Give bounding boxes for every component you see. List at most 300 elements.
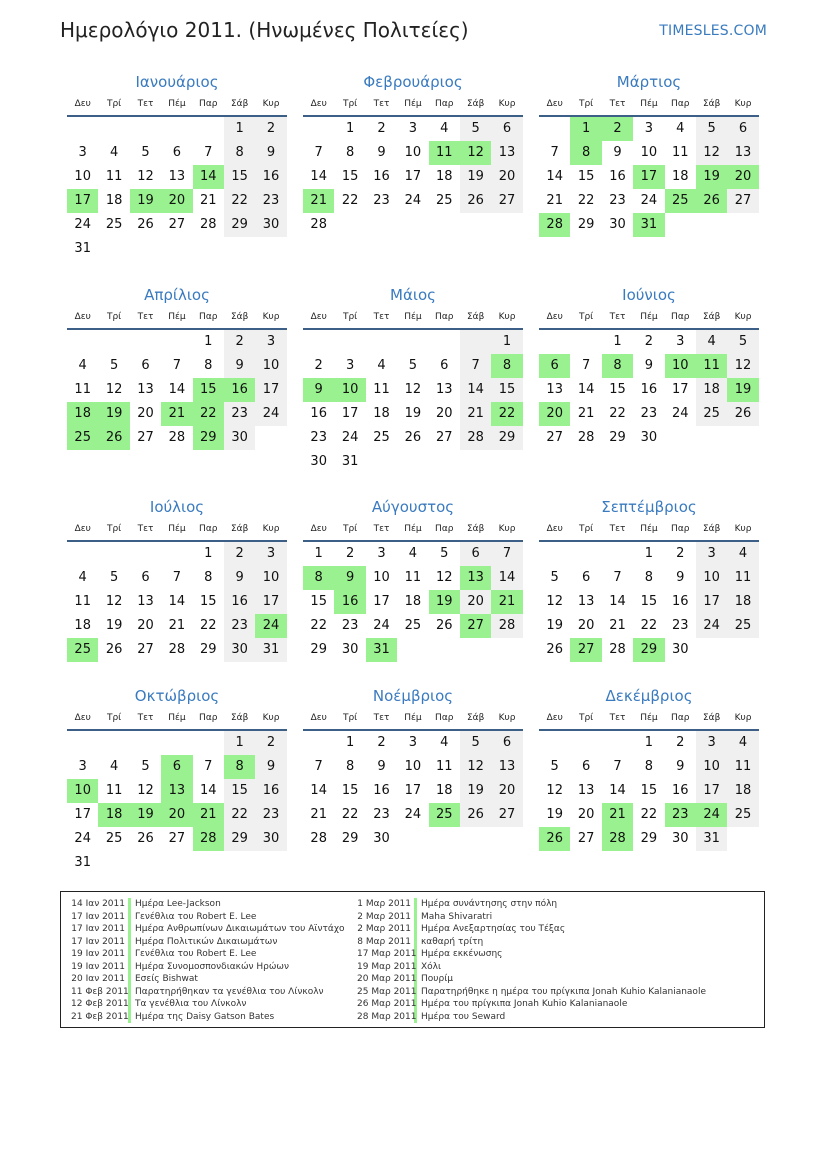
day-cell: 27 xyxy=(435,430,453,445)
day-cell: 4 xyxy=(78,358,87,373)
day-cell: 28 xyxy=(310,831,327,846)
day-grid xyxy=(303,731,523,851)
holiday-date: 19 Ιαν 2011 xyxy=(71,948,131,961)
day-cell: 4 xyxy=(440,121,449,136)
day-cell: 4 xyxy=(676,121,685,136)
day-cell: 29 xyxy=(491,426,522,450)
weekday-label: Πέμ xyxy=(640,713,658,723)
month-calendar xyxy=(303,284,523,474)
day-cell: 5 xyxy=(109,358,119,373)
day-cell: 20 xyxy=(491,165,522,189)
day-cell: 27 xyxy=(168,217,186,232)
day-grid xyxy=(539,542,759,662)
day-cell: 13 xyxy=(435,382,453,397)
holiday-day-cell: 14 xyxy=(193,165,224,189)
day-cell: 4 xyxy=(109,145,119,160)
weekday-header xyxy=(539,306,759,330)
weekday-label: Πέμ xyxy=(404,713,422,723)
day-cell: 22 xyxy=(577,193,595,208)
holiday-name: καθαρή τρίτη xyxy=(421,936,484,947)
day-cell: 4 xyxy=(408,546,417,561)
day-cell: 30 xyxy=(255,213,286,237)
day-cell: 1 xyxy=(224,117,255,141)
day-cell: 10 xyxy=(74,169,91,184)
day-cell: 21 xyxy=(168,618,186,633)
weekday-header xyxy=(539,93,759,117)
holiday-name: Ημέρα του πρίγκιπα Jonah Kuhio Kalanianaole xyxy=(421,999,628,1009)
holiday-date: 12 Φεβ 2011 xyxy=(71,998,131,1011)
day-cell: 15 xyxy=(341,783,359,798)
weekday-label: Τρί xyxy=(342,312,358,322)
day-cell: 30 xyxy=(255,827,286,851)
day-cell: 6 xyxy=(581,759,591,774)
day-cell: 20 xyxy=(577,807,595,822)
holiday-row xyxy=(357,1011,706,1024)
day-cell: 27 xyxy=(577,831,595,846)
day-cell: 13 xyxy=(137,594,154,609)
day-cell: 2 xyxy=(377,121,386,136)
day-cell: 18 xyxy=(435,783,453,798)
day-cell: 7 xyxy=(314,145,323,160)
empty-cell xyxy=(602,542,633,566)
day-cell: 5 xyxy=(109,570,119,585)
day-cell: 25 xyxy=(696,402,727,426)
day-cell: 23 xyxy=(255,803,286,827)
month-calendar xyxy=(67,685,287,875)
weekday-label: Παρ xyxy=(199,312,218,322)
weekday-label: Τετ xyxy=(137,99,154,109)
day-cell: 24 xyxy=(671,406,689,421)
weekday-label: Πέμ xyxy=(640,312,658,322)
day-cell: 2 xyxy=(224,330,255,354)
holiday-name: Ημέρα του Seward xyxy=(421,1011,506,1022)
day-cell: 11 xyxy=(404,570,422,585)
day-cell: 22 xyxy=(224,803,255,827)
weekday-label: Τρί xyxy=(578,99,594,109)
page-title: Ημερολόγιο 2011. (Ηνωμένες Πολιτείες) xyxy=(60,18,469,42)
holiday-name: Πουρίμ xyxy=(421,974,453,984)
weekday-label: Σάβ xyxy=(230,99,249,109)
weekday-label: Δευ xyxy=(310,524,327,534)
day-cell: 22 xyxy=(341,193,359,208)
month-calendar xyxy=(539,71,759,237)
weekday-label: Σάβ xyxy=(466,713,485,723)
holiday-day-cell: 19 xyxy=(727,378,758,402)
empty-cell xyxy=(98,330,129,354)
day-cell: 11 xyxy=(435,759,453,774)
month-calendar xyxy=(67,71,287,261)
day-cell: 16 xyxy=(373,169,390,184)
day-grid xyxy=(67,117,287,261)
day-cell: 26 xyxy=(137,831,154,846)
day-cell: 1 xyxy=(345,121,355,136)
day-cell: 6 xyxy=(440,358,449,373)
holiday-row xyxy=(71,911,345,924)
day-cell: 28 xyxy=(310,217,327,232)
day-cell: 3 xyxy=(78,759,87,774)
day-cell: 30 xyxy=(224,638,255,662)
day-cell: 21 xyxy=(460,402,491,426)
day-cell: 6 xyxy=(727,117,758,141)
day-cell: 30 xyxy=(341,642,359,657)
holiday-day-cell: 27 xyxy=(460,614,491,638)
holiday-day-cell: 10 xyxy=(665,354,696,378)
holiday-name: Γενέθλια του Robert E. Lee xyxy=(135,949,257,959)
holiday-name: Ημέρα Ανεξαρτησίας του Τέξας xyxy=(421,924,566,934)
day-cell: 5 xyxy=(408,358,417,373)
day-cell: 3 xyxy=(696,731,727,755)
holiday-date: 20 Ιαν 2011 xyxy=(71,973,131,986)
month-calendar xyxy=(67,284,287,450)
day-cell: 23 xyxy=(671,618,689,633)
holiday-name: Τα γενέθλια του Λίνκολν xyxy=(135,999,247,1009)
weekday-label: Παρ xyxy=(435,524,454,534)
holiday-name: Παρατηρήθηκαν τα γενέθλια του Λίνκολν xyxy=(135,986,324,997)
weekday-label: Δευ xyxy=(546,524,563,534)
day-cell: 2 xyxy=(255,117,286,141)
weekday-label: Τρί xyxy=(106,524,122,534)
day-cell: 19 xyxy=(460,165,491,189)
day-cell: 2 xyxy=(377,735,386,750)
day-cell: 16 xyxy=(671,594,689,609)
empty-cell xyxy=(570,330,601,354)
holiday-name: Ημέρα της Daisy Gatson Bates xyxy=(135,1011,275,1022)
day-cell: 29 xyxy=(199,642,217,657)
holiday-row xyxy=(71,986,345,999)
day-cell: 7 xyxy=(172,358,181,373)
weekday-label: Πέμ xyxy=(168,99,186,109)
day-cell: 27 xyxy=(168,831,186,846)
day-cell: 12 xyxy=(404,382,422,397)
holiday-list xyxy=(60,891,765,1028)
day-cell: 11 xyxy=(74,594,91,609)
holiday-date: 28 Μαρ 2011 xyxy=(357,1011,417,1022)
day-grid xyxy=(67,542,287,662)
weekday-label: Παρ xyxy=(199,524,218,534)
holiday-row xyxy=(71,898,345,911)
day-cell: 27 xyxy=(491,189,522,213)
holiday-row xyxy=(357,936,706,949)
month-name: Απρίλιος xyxy=(144,286,210,304)
weekday-label: Δευ xyxy=(310,713,327,723)
holiday-day-cell: 8 xyxy=(602,354,633,378)
weekday-label: Δευ xyxy=(310,312,327,322)
day-cell: 27 xyxy=(137,642,154,657)
day-cell: 23 xyxy=(609,193,626,208)
day-cell: 25 xyxy=(105,831,123,846)
day-cell: 17 xyxy=(671,382,689,397)
day-cell: 24 xyxy=(341,430,359,445)
weekday-label: Σάβ xyxy=(702,312,721,322)
day-cell: 2 xyxy=(255,731,286,755)
holiday-name: Maha Shivaratri xyxy=(421,911,493,922)
holiday-name: Παρατηρήθηκε η ημέρα του πρίγκιπα Jonah Kuhio Kalanianaole xyxy=(421,986,706,997)
weekday-label: Σάβ xyxy=(466,312,485,322)
weekday-label: Τρί xyxy=(578,524,594,534)
empty-cell xyxy=(303,731,334,755)
weekday-label: Κυρ xyxy=(734,99,752,109)
day-cell: 21 xyxy=(609,618,626,633)
empty-cell xyxy=(539,731,570,755)
weekday-label: Κυρ xyxy=(498,713,516,723)
month-name: Σεπτέμβριος xyxy=(601,498,697,516)
day-cell: 29 xyxy=(609,430,626,445)
day-cell: 13 xyxy=(137,382,154,397)
weekday-label: Πέμ xyxy=(640,524,658,534)
day-cell: 2 xyxy=(345,546,355,561)
weekday-label: Παρ xyxy=(199,99,218,109)
day-cell: 14 xyxy=(460,378,491,402)
day-cell: 11 xyxy=(74,382,91,397)
weekday-label: Δευ xyxy=(74,99,91,109)
holiday-day-cell: 24 xyxy=(255,614,286,638)
day-cell: 5 xyxy=(696,117,727,141)
day-cell: 15 xyxy=(609,382,626,397)
day-cell: 10 xyxy=(404,759,422,774)
holiday-day-cell: 19 xyxy=(130,189,161,213)
day-cell: 2 xyxy=(644,334,653,349)
empty-cell xyxy=(161,117,192,141)
day-cell: 14 xyxy=(546,169,563,184)
day-cell: 27 xyxy=(137,430,154,445)
day-cell: 29 xyxy=(224,827,255,851)
holiday-day-cell: 10 xyxy=(67,779,98,803)
holiday-day-cell: 9 xyxy=(303,378,334,402)
weekday-header xyxy=(303,93,523,117)
day-cell: 24 xyxy=(640,193,658,208)
holiday-date: 2 Μαρ 2011 xyxy=(357,923,417,936)
empty-cell xyxy=(539,117,570,141)
day-cell: 26 xyxy=(435,618,453,633)
day-cell: 5 xyxy=(141,759,150,774)
empty-cell xyxy=(193,731,224,755)
day-cell: 6 xyxy=(491,117,522,141)
month-calendar xyxy=(539,496,759,662)
empty-cell xyxy=(98,731,129,755)
day-cell: 21 xyxy=(546,193,563,208)
day-cell: 23 xyxy=(224,402,255,426)
weekday-label: Δευ xyxy=(310,99,327,109)
site-brand-link[interactable]: TIMESLES.COM xyxy=(659,23,767,39)
holiday-day-cell: 25 xyxy=(67,426,98,450)
day-cell: 24 xyxy=(696,614,727,638)
holiday-day-cell: 6 xyxy=(161,755,192,779)
day-cell: 3 xyxy=(78,145,87,160)
weekday-label: Πέμ xyxy=(404,99,422,109)
day-cell: 24 xyxy=(74,831,91,846)
day-cell: 24 xyxy=(255,402,286,426)
holiday-day-cell: 18 xyxy=(98,803,129,827)
day-cell: 1 xyxy=(314,546,323,561)
day-cell: 21 xyxy=(577,406,595,421)
day-cell: 14 xyxy=(199,783,217,798)
day-cell: 24 xyxy=(74,217,91,232)
weekday-header xyxy=(303,306,523,330)
holiday-day-cell: 19 xyxy=(429,590,460,614)
holiday-day-cell: 23 xyxy=(665,803,696,827)
day-cell: 12 xyxy=(105,382,123,397)
day-cell: 6 xyxy=(581,570,591,585)
empty-cell xyxy=(366,330,397,354)
month-calendar xyxy=(539,284,759,450)
day-cell: 4 xyxy=(109,759,119,774)
day-cell: 20 xyxy=(491,779,522,803)
day-cell: 8 xyxy=(204,358,213,373)
day-cell: 2 xyxy=(676,546,685,561)
holiday-day-cell: 16 xyxy=(334,590,365,614)
day-cell: 29 xyxy=(341,831,359,846)
day-cell: 16 xyxy=(640,382,658,397)
day-cell: 11 xyxy=(671,145,689,160)
month-calendar xyxy=(303,71,523,237)
holiday-row xyxy=(357,911,706,924)
day-cell: 27 xyxy=(727,189,758,213)
day-cell: 1 xyxy=(613,334,622,349)
weekday-label: Κυρ xyxy=(262,524,280,534)
day-grid xyxy=(539,731,759,851)
day-cell: 30 xyxy=(671,831,689,846)
day-cell: 22 xyxy=(640,807,658,822)
holiday-row xyxy=(71,948,345,961)
holiday-day-cell: 22 xyxy=(193,402,224,426)
weekday-label: Δευ xyxy=(546,312,563,322)
day-cell: 5 xyxy=(460,731,491,755)
day-cell: 20 xyxy=(137,618,154,633)
day-cell: 9 xyxy=(644,358,653,373)
day-cell: 25 xyxy=(373,430,390,445)
holiday-row xyxy=(71,961,345,974)
day-cell: 20 xyxy=(577,618,595,633)
holiday-row xyxy=(357,986,706,999)
month-name: Μάρτιος xyxy=(616,73,682,91)
holiday-day-cell: 25 xyxy=(665,189,696,213)
day-cell: 5 xyxy=(550,570,559,585)
month-calendar xyxy=(67,496,287,662)
day-cell: 7 xyxy=(491,542,522,566)
day-cell: 11 xyxy=(105,783,123,798)
holiday-row xyxy=(71,936,345,949)
holiday-day-cell: 8 xyxy=(570,141,601,165)
day-cell: 1 xyxy=(644,735,653,750)
weekday-label: Σάβ xyxy=(230,713,249,723)
day-cell: 9 xyxy=(255,755,286,779)
day-cell: 23 xyxy=(224,614,255,638)
empty-cell xyxy=(161,731,192,755)
holiday-date: 17 Ιαν 2011 xyxy=(71,936,131,949)
day-cell: 26 xyxy=(546,642,563,657)
day-cell: 10 xyxy=(696,566,727,590)
empty-cell xyxy=(67,542,98,566)
holiday-day-cell: 28 xyxy=(193,827,224,851)
day-cell: 18 xyxy=(74,618,91,633)
holiday-day-cell: 25 xyxy=(429,803,460,827)
holiday-day-cell: 21 xyxy=(161,402,192,426)
day-cell: 10 xyxy=(640,145,658,160)
empty-cell xyxy=(460,330,491,354)
day-cell: 25 xyxy=(727,803,758,827)
day-cell: 23 xyxy=(373,807,390,822)
month-calendar xyxy=(303,496,523,662)
weekday-label: Σάβ xyxy=(466,99,485,109)
day-cell: 29 xyxy=(224,213,255,237)
weekday-label: Τρί xyxy=(578,713,594,723)
day-cell: 13 xyxy=(491,755,522,779)
day-cell: 26 xyxy=(460,189,491,213)
holiday-day-cell: 16 xyxy=(224,378,255,402)
day-cell: 3 xyxy=(644,121,653,136)
month-calendar xyxy=(539,685,759,851)
day-cell: 20 xyxy=(435,406,453,421)
day-cell: 31 xyxy=(255,638,286,662)
day-cell: 28 xyxy=(609,642,626,657)
holiday-day-cell: 27 xyxy=(570,638,601,662)
weekday-label: Παρ xyxy=(435,312,454,322)
day-cell: 1 xyxy=(345,735,355,750)
day-grid xyxy=(303,542,523,662)
empty-cell xyxy=(303,330,334,354)
day-cell: 4 xyxy=(78,570,87,585)
day-cell: 3 xyxy=(255,542,286,566)
day-cell: 13 xyxy=(491,141,522,165)
weekday-label: Τετ xyxy=(137,713,154,723)
day-grid xyxy=(303,117,523,237)
holiday-row xyxy=(71,923,345,936)
weekday-label: Σάβ xyxy=(702,524,721,534)
weekday-header xyxy=(67,306,287,330)
holiday-row xyxy=(71,1011,345,1024)
weekday-label: Κυρ xyxy=(734,713,752,723)
day-cell: 5 xyxy=(440,546,449,561)
holiday-date: 21 Φεβ 2011 xyxy=(71,1011,131,1024)
holiday-date: 19 Ιαν 2011 xyxy=(71,961,131,974)
holiday-day-cell: 2 xyxy=(602,117,633,141)
day-cell: 16 xyxy=(224,590,255,614)
holiday-name: Γενέθλια του Robert E. Lee xyxy=(135,911,257,922)
day-cell: 26 xyxy=(460,803,491,827)
holiday-day-cell: 18 xyxy=(67,402,98,426)
holiday-day-cell: 24 xyxy=(696,803,727,827)
day-cell: 23 xyxy=(373,193,390,208)
day-cell: 15 xyxy=(640,594,658,609)
day-cell: 30 xyxy=(373,831,390,846)
holiday-date: 1 Μαρ 2011 xyxy=(357,898,417,911)
day-cell: 12 xyxy=(546,594,563,609)
day-cell: 15 xyxy=(199,594,217,609)
weekday-label: Τετ xyxy=(609,713,626,723)
day-cell: 29 xyxy=(310,642,327,657)
day-cell: 14 xyxy=(168,594,186,609)
month-name: Φεβρουάριος xyxy=(363,73,463,91)
day-cell: 19 xyxy=(460,779,491,803)
day-cell: 2 xyxy=(676,735,685,750)
holiday-day-cell: 9 xyxy=(334,566,365,590)
weekday-label: Τρί xyxy=(106,99,122,109)
day-cell: 11 xyxy=(727,755,758,779)
holiday-day-cell: 20 xyxy=(727,165,758,189)
holiday-day-cell: 13 xyxy=(460,566,491,590)
day-cell: 9 xyxy=(377,145,386,160)
holiday-day-cell: 26 xyxy=(539,827,570,851)
day-cell: 16 xyxy=(310,406,327,421)
day-cell: 13 xyxy=(577,594,595,609)
holiday-day-cell: 12 xyxy=(460,141,491,165)
holiday-day-cell: 10 xyxy=(334,378,365,402)
day-cell: 4 xyxy=(696,330,727,354)
holiday-row xyxy=(71,998,345,1011)
day-cell: 19 xyxy=(105,618,123,633)
day-cell: 22 xyxy=(341,807,359,822)
weekday-label: Τετ xyxy=(137,524,154,534)
